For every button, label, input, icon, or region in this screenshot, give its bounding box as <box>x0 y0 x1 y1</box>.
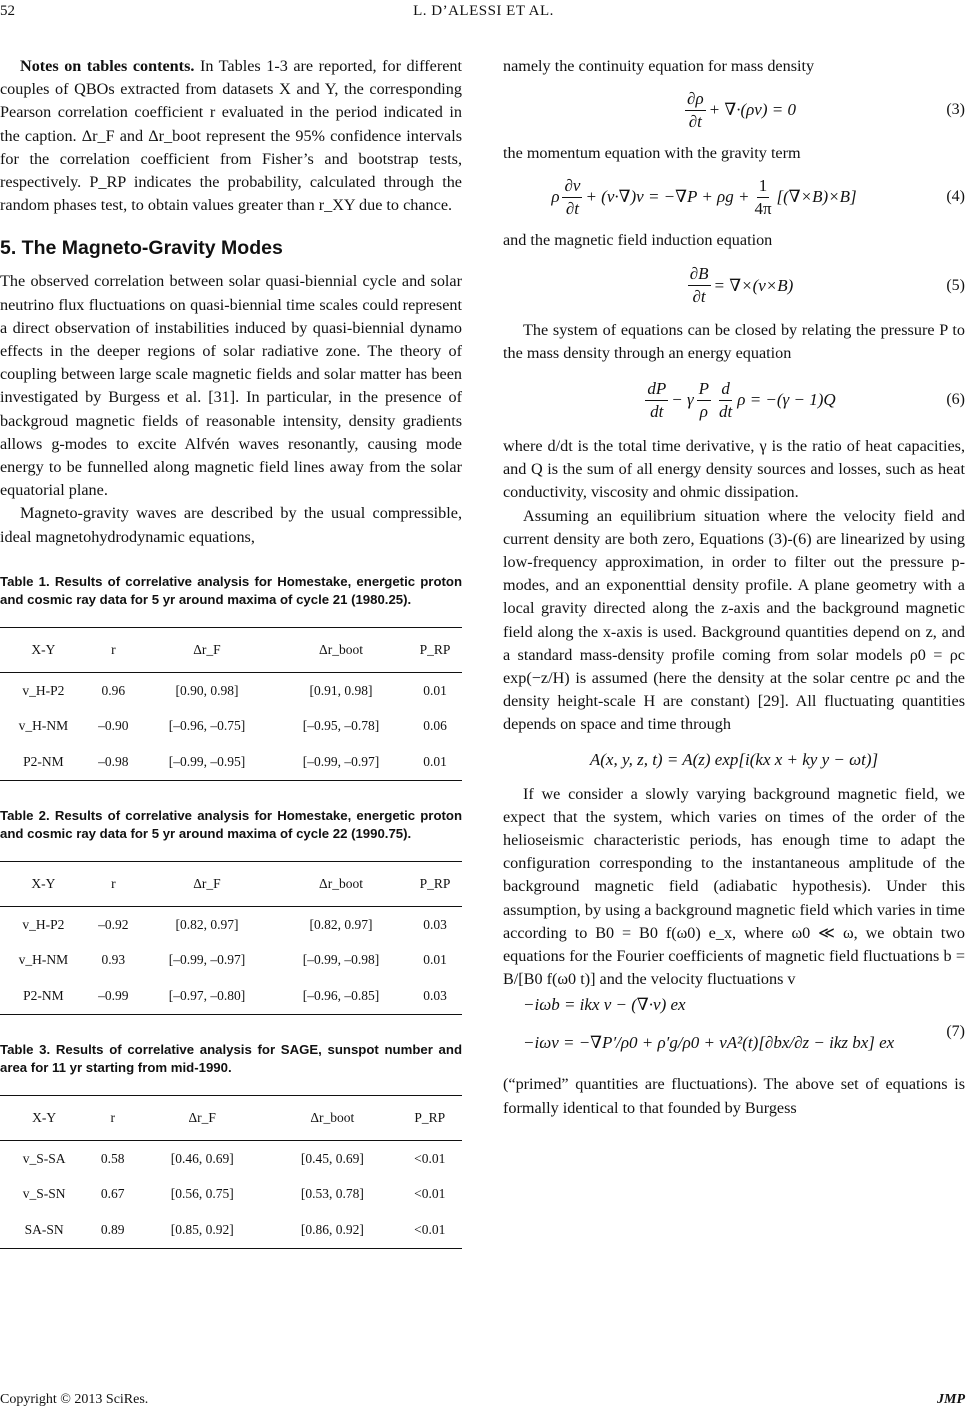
cell: [0.86, 0.92] <box>267 1212 397 1248</box>
cell: 0.01 <box>423 952 447 968</box>
text-induction: and the magnetic field induction equation <box>503 231 773 250</box>
cell: [–0.99, –0.98] <box>302 952 380 968</box>
eq6-d2: ρ <box>699 401 708 421</box>
equation-7 <box>503 991 965 1073</box>
col-header: r <box>88 1095 137 1140</box>
table-row <box>0 978 462 1014</box>
cell: v_S-SN <box>22 1186 66 1202</box>
cell: [0.90, 0.98] <box>175 682 239 698</box>
cell: 0.01 <box>423 682 447 698</box>
cell: 0.89 <box>88 1212 137 1248</box>
table-header-row <box>0 861 462 906</box>
notes-paragraph <box>0 55 462 217</box>
cell: <0.01 <box>397 1212 462 1248</box>
cell: <0.01 <box>414 1186 446 1202</box>
equation-6 <box>503 365 965 435</box>
cell: [–0.99, –0.97] <box>274 744 408 780</box>
cell: [–0.99, –0.95] <box>140 744 274 780</box>
cell: v_H-NM <box>18 718 69 734</box>
cell: 0.93 <box>101 952 126 968</box>
eq4-number: (4) <box>946 188 965 206</box>
table-2-caption: Table 2. Results of correlative analysis for Homestake, energetic proton and cosmic ray data for 5 yr around maxima of cycle 22 (1990.75). <box>0 807 462 842</box>
eq4-num: ∂v <box>562 175 582 198</box>
cell: 0.03 <box>423 916 447 932</box>
eq3-number: (3) <box>946 101 965 119</box>
col-header: Δr_F <box>140 627 274 672</box>
table-row <box>0 744 462 780</box>
eq3-rest: + ∇·(ρv) = 0 <box>708 100 796 120</box>
eq5-num: ∂B <box>688 263 711 286</box>
cell: –0.90 <box>98 718 129 734</box>
eq4-fnum: 1 <box>757 175 770 198</box>
eqA: A(x, y, z, t) = A(z) exp[i(kx x + ky y − ωt)] <box>589 749 879 769</box>
equation-3 <box>503 78 965 142</box>
col-header: P_RP <box>397 1095 462 1140</box>
table-row <box>0 1176 462 1212</box>
eq4-mid: + (v·∇)v = −∇P + ρg + <box>585 187 750 207</box>
eq6-rest: ρ = −(γ − 1)Q <box>737 390 836 410</box>
cell: 0.03 <box>408 978 462 1014</box>
journal-footer: JMP <box>937 1392 965 1407</box>
eq6-d3: dt <box>719 401 733 421</box>
eq4-pre: ρ <box>551 187 560 207</box>
cell: 0.96 <box>101 682 126 698</box>
text-continuity: namely the continuity equation for mass density <box>503 57 815 75</box>
cell: [0.53, 0.78] <box>300 1186 364 1202</box>
cell: [0.91, 0.98] <box>309 682 373 698</box>
col-header: P_RP <box>408 861 462 906</box>
text-primed: (“primed” quantities are fluctuations). The above set of equations is formally identical to that founded by Burgess <box>503 1075 965 1117</box>
eq6-n3: d <box>719 378 732 401</box>
right-column <box>503 55 965 1120</box>
cell: v_H-P2 <box>22 916 65 932</box>
eq3-den: ∂t <box>688 111 702 131</box>
cell: [0.82, 0.97] <box>175 916 239 932</box>
eq4-den: ∂t <box>565 198 580 218</box>
running-head: L. D’ALESSI ET AL. <box>413 3 554 19</box>
table-row <box>0 1212 462 1248</box>
table-row <box>0 942 462 978</box>
table-row <box>0 1140 462 1176</box>
text-slowly-varying: If we consider a slowly varying background magnetic field, we expect that the system, which varies on times of the order of the helioseismic characteristic periods, has enough time to adapt the configuration corresponding to the instantaneous amplitude of the background magnetic field (adiabatic hypothesis). Under this assumption, by using a background magnetic field which varies in time according to B0 = B0 f(ω0) e_x, where ω0 ≪ ω, we obtain two equations for the Fourier coefficients of magnetic field fluctuations b = B/[B0 f(ω0 t)] and the velocity fluctuations v <box>503 784 965 989</box>
text-equilibrium: Assuming an equilibrium situation where the velocity field and current density are both zero, Equations (3)-(6) are linearized by using low-frequency approximation, in order to filter out the pressure p-modes, and an exponenttial density profile. A plane geometry with a local gravity directed along the z-axis and the background magnetic field along the x-axis is used. Background quantities depend on z, and a standard mass-density profile coming from solar models ρ0 = ρc exp(−z/H) is assumed (here the density at the solar centre ρc and the density height-scale H are constant) [29]. All fluctuating quantities depends on space and time through <box>503 506 965 734</box>
text-derivative: where d/dt is the total time derivative, γ is the ratio of heat capacities, and Q is the sum of all energy density sources and losses, such as heat conductivity, viscosity and ohmic dissipation. <box>503 437 965 502</box>
notes-lead: Notes on tables contents. <box>20 57 195 75</box>
col-header: X-Y <box>0 627 87 672</box>
col-header: Δr_F <box>137 1095 267 1140</box>
table-2 <box>0 861 462 1015</box>
eq6-mid: − γ <box>671 390 694 410</box>
table-1-caption: Table 1. Results of correlative analysis for Homestake, energetic proton and cosmic ray data for 5 yr around maxima of cycle 21 (1980.25). <box>0 573 462 608</box>
body-paragraph-1: The observed correlation between solar quasi-biennial cycle and solar neutrino flux fluctuations on quasi-biennial time scales could represent a direct observation of instabilities induced by quasi-biennial dynamo effects in the deeper regions of solar radiative zone. The theory of coupling between large scale magnetic fields and solar matter has been investigated by Burgess et al. [31]. In particular, in the presence of backgroud magnetic fields of reasonable intensity, density gradients allows g-modes to excite Alfvén waves resonantly, causing mode energy to be funnelled along magnetic field lines away from the solar equatorial plane. <box>0 272 462 500</box>
col-header: Δr_boot <box>274 627 408 672</box>
cell: SA-SN <box>0 1212 88 1248</box>
eq5-den: ∂t <box>692 287 706 307</box>
notes-body: In Tables 1-3 are reported, for different couples of QBOs extracted from datasets X and Y, the corresponding Pearson correlation coefficient r evaluated in the period indicated in the caption. Δr_F and Δr_boot represent the 95% confidence intervals for the correlation coefficient from Fisher’s and bootstrap tests, respectively. P_RP indicates the probability, calculated through the random phases test, to obtain values greater than r_XY due to chance. <box>0 57 462 215</box>
copyright-footer: Copyright © 2013 SciRes. <box>0 1392 149 1407</box>
table-header-row <box>0 1095 462 1140</box>
cell: [–0.96, –0.85] <box>274 978 408 1014</box>
cell: [0.82, 0.97] <box>309 916 373 932</box>
body-paragraph-2: Magneto-gravity waves are described by the usual compressible, ideal magnetohydrodynamic equations, <box>0 504 462 546</box>
table-row <box>0 672 462 708</box>
eq4-rest: [(∇×B)×B] <box>776 187 857 207</box>
cell: 0.06 <box>423 718 447 734</box>
text-energy: The system of equations can be closed by relating the pressure P to the mass density through an energy equation <box>503 320 965 362</box>
section-title: 5. The Magneto-Gravity Modes <box>0 237 283 260</box>
table-row <box>0 708 462 744</box>
equation-plane-wave <box>503 737 965 783</box>
eq4-fden: 4π <box>754 198 772 218</box>
cell: v_H-NM <box>18 952 69 968</box>
equation-4 <box>503 165 965 229</box>
eq6-n1: dP <box>645 378 668 401</box>
eq5-number: (5) <box>946 276 965 294</box>
table-1 <box>0 627 462 781</box>
eq7-number: (7) <box>946 1023 965 1041</box>
cell: P2-NM <box>0 978 87 1014</box>
cell: [0.85, 0.92] <box>137 1212 267 1248</box>
cell: [–0.95, –0.78] <box>302 718 380 734</box>
col-header: X-Y <box>0 861 87 906</box>
cell: [0.45, 0.69] <box>300 1150 364 1166</box>
eq6-n2: P <box>697 378 711 401</box>
left-column <box>0 55 462 1249</box>
col-header: X-Y <box>0 1095 88 1140</box>
eq6-d1: dt <box>650 401 664 421</box>
cell: <0.01 <box>414 1150 446 1166</box>
eq6-number: (6) <box>946 391 965 409</box>
table-header-row <box>0 627 462 672</box>
cell: v_H-P2 <box>22 682 65 698</box>
cell: [–0.96, –0.75] <box>168 718 246 734</box>
cell: [0.46, 0.69] <box>170 1150 234 1166</box>
cell: 0.58 <box>100 1150 125 1166</box>
cell: [–0.97, –0.80] <box>140 978 274 1014</box>
col-header: Δr_boot <box>274 861 408 906</box>
col-header: P_RP <box>408 627 462 672</box>
cell: –0.92 <box>98 916 129 932</box>
equation-5 <box>503 253 965 319</box>
col-header: Δr_boot <box>267 1095 397 1140</box>
eq5-rest: = ∇×(v×B) <box>713 275 794 295</box>
cell: 0.01 <box>408 744 462 780</box>
table-3 <box>0 1095 462 1249</box>
table-3-caption: Table 3. Results of correlative analysis for SAGE, sunspot number and area for 11 yr starting from mid-1990. <box>0 1041 462 1076</box>
eq3-num: ∂ρ <box>685 88 706 111</box>
cell: 0.67 <box>100 1186 125 1202</box>
cell: –0.98 <box>87 744 140 780</box>
text-momentum: the momentum equation with the gravity term <box>503 144 801 163</box>
cell: [0.56, 0.75] <box>170 1186 234 1202</box>
eq7a: −iωb = ikx v − (∇·v) ex <box>523 995 686 1015</box>
cell: [–0.99, –0.97] <box>168 952 246 968</box>
cell: –0.99 <box>87 978 140 1014</box>
col-header: r <box>87 861 140 906</box>
cell: P2-NM <box>0 744 87 780</box>
col-header: Δr_F <box>140 861 274 906</box>
col-header: r <box>87 627 140 672</box>
page-number: 52 <box>0 3 15 19</box>
table-row <box>0 906 462 942</box>
eq7b: −iωv = −∇P′/ρ0 + ρ′g/ρ0 + vA²(t)[∂bx/∂z − ikz bx] ex <box>523 1033 895 1053</box>
cell: v_S-SA <box>22 1150 66 1166</box>
